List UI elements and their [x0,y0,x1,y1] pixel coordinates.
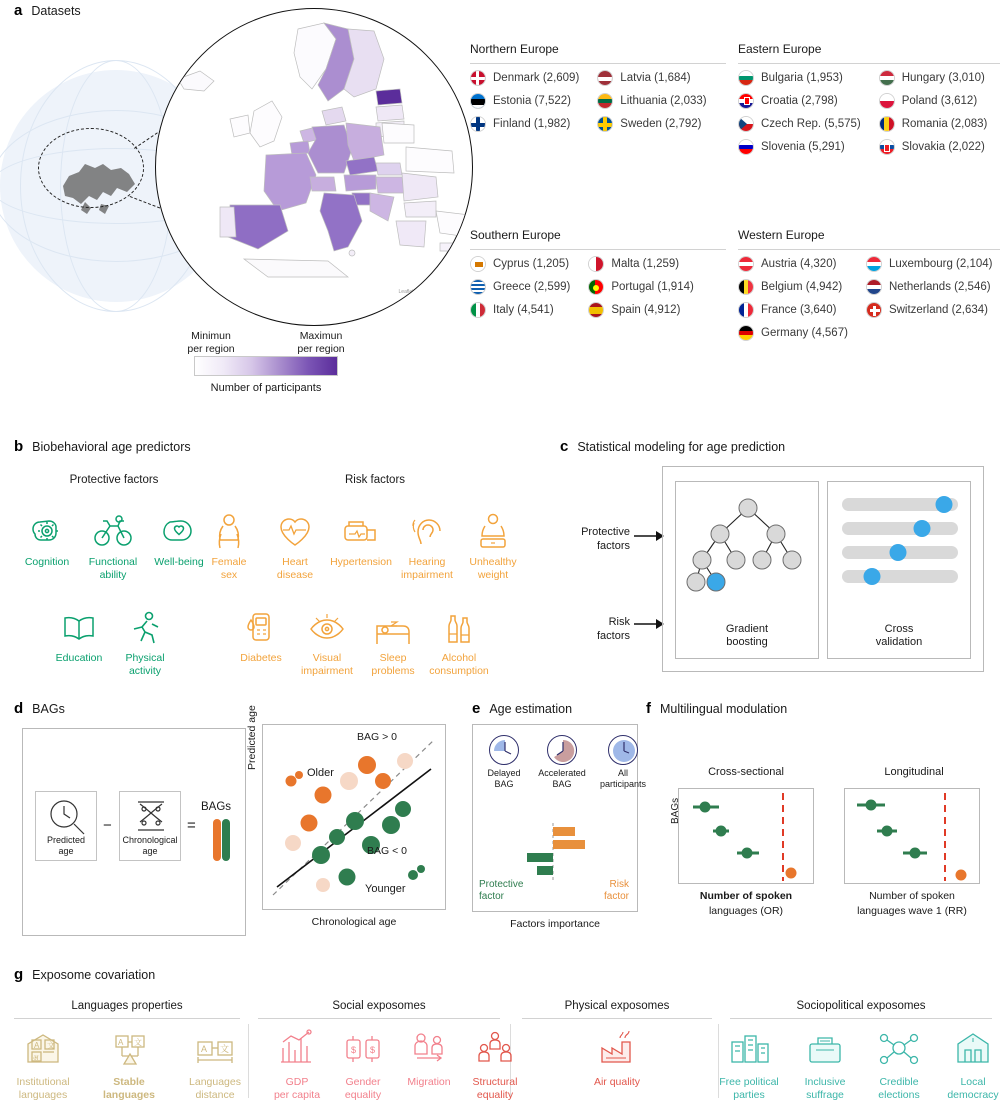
exposome-inclusive-suffrage: Inclusive suffrage [786,1024,864,1101]
panel-f-letter: f [646,700,651,717]
flag-greece-icon [470,279,486,295]
scatter-svg [263,725,447,911]
clock-icon [489,735,519,765]
panel-e-header [472,700,572,717]
flag-sweden-icon [597,116,613,132]
flag-malta-icon [588,256,604,272]
scatter-y-axis-label: Predicted age [246,705,258,770]
minus-operator: − [103,817,112,834]
cross-sectional-title: Cross-sectional [708,766,784,778]
protective-factors-header: Protective factors [69,474,159,486]
panel-d-title: BAGs [32,701,65,716]
local-democracy-icon [934,1024,1000,1072]
longitudinal-title: Longitudinal [884,766,944,778]
ear-icon [394,500,460,550]
flag-poland-icon [879,93,895,109]
risk-row-1 [196,500,526,581]
divider [470,249,726,250]
divider [738,63,1000,64]
legend-endpoints [176,330,356,356]
language-institution-icon [4,1024,82,1072]
panel-b-header [14,438,191,455]
clock-accelerated-bag: Accelerated BAG [537,735,587,790]
exposome-group-title-physical: Physical exposomes [564,1000,670,1012]
list-item: France (3,640) [738,302,848,318]
flag-france-icon [738,302,754,318]
list-item: Portugal (1,914) [588,279,693,295]
heart-pulse-icon [262,500,328,550]
divider [14,1018,240,1019]
list-item: Finland (1,982) [470,116,579,132]
clock-icon [608,735,638,765]
bags-bar-graphic [209,817,235,863]
flag-italy-icon [470,302,486,318]
region-title: Eastern Europe [738,42,822,56]
cross-sectional-plot [678,788,814,884]
protective-row-2 [46,596,178,677]
cross-validation-folds-graphic [828,482,972,612]
divider [522,1018,712,1019]
panel-c-letter: c [560,438,569,455]
list-item: Germany (4,567) [738,325,848,341]
predictor-physical-activity: Physical activity [112,596,178,677]
svg-text:अ: अ [33,1055,39,1062]
label-younger: Younger [365,883,406,895]
region-column [588,256,693,318]
list-item: Italy (4,541) [470,302,570,318]
clock-row [481,735,649,790]
bags-label: BAGs [201,801,232,813]
legend-max: Maximun per region [297,330,345,356]
list-item: Sweden (2,792) [597,116,706,132]
bed-icon [360,596,426,646]
flag-lithuania-icon [597,93,613,109]
exposome-structural-equality: Structural equality [456,1024,534,1101]
panel-a-title: Datasets [31,3,81,18]
flag-switzerland-icon [866,302,882,318]
risk-factors-header: Risk factors [344,474,406,486]
zoom-indicator-circle [38,128,144,208]
legend-protective-factor: Protective factor [479,879,524,902]
panel-b-predictors [0,438,556,688]
region-column [738,256,848,341]
flag-slovenia-icon [738,139,754,155]
exposome-institutional-languages: A 文 अ Institutional languages [4,1024,82,1101]
panel-a-header [14,2,81,19]
flag-romania-icon [879,116,895,132]
panel-d-header [14,700,65,717]
region-group-southern-europe [470,228,726,318]
flag-luxembourg-icon [866,256,882,272]
panel-e-title: Age estimation [489,701,573,716]
list-item: Estonia (7,522) [470,93,579,109]
region-column [597,70,706,132]
panel-e-caption: Factors importance [510,918,600,930]
svg-text:A: A [34,1041,40,1050]
exposome-gdp-per-capita: GDP per capita [258,1024,336,1101]
panel-f-header [646,700,787,717]
label-risk-factors: Risk factors [596,616,630,642]
book-icon [46,596,112,646]
female-icon [196,500,262,550]
flag-latvia-icon [597,70,613,86]
cross-validation-caption: Cross validation [875,622,923,649]
legend-risk-factor: Risk factor [603,879,629,902]
list-item: Spain (4,912) [588,302,693,318]
exposome-stable-languages: A 文 Stable languages [90,1024,168,1101]
list-item: Cyprus (1,205) [470,256,570,272]
cross-validation-box [827,481,971,659]
legend-colorbar [194,356,338,376]
flag-belgium-icon [738,279,754,295]
panel-g-letter: g [14,966,24,983]
predictor-functional-ability: Functional ability [80,500,146,581]
factors-importance-bars [483,821,629,883]
predictor-hypertension: Hypertension [328,500,394,581]
flag-finland-icon [470,116,486,132]
legend-min: Minimun per region [187,330,235,356]
panel-d-letter: d [14,700,24,717]
label-bag-negative: BAG < 0 [367,845,407,857]
elections-network-icon [860,1024,938,1072]
predictor-heart-disease: Heart disease [262,500,328,581]
protective-row-1 [14,500,212,581]
forest-plot-left [679,789,815,885]
predictor-diabetes: Diabetes [228,596,294,677]
list-item: Luxembourg (2,104) [866,256,993,272]
list-item: Malta (1,259) [588,256,693,272]
exposome-languages-distance: A 文 Languages distance [176,1024,254,1101]
region-group-northern-europe [470,42,726,132]
map-svg [155,15,473,325]
dna-icon [120,792,182,840]
factory-icon [578,1024,656,1072]
bag-formula-box [22,728,246,936]
map-credit: Leaflet | © OpenStreetMap [398,289,458,295]
chronological-age-label: Chronological age [122,835,178,856]
gradient-boosting-caption: Gradient boosting [725,622,769,649]
svg-text:$: $ [351,1045,357,1055]
svg-text:A: A [201,1044,208,1054]
europe-choropleth-map [155,8,473,326]
panel-e-letter: e [472,700,481,717]
flag-germany-icon [738,325,754,341]
panel-b-letter: b [14,438,24,455]
flag-netherlands-icon [866,279,882,295]
f-right-caption-line2: languages wave 1 (RR) [857,905,967,917]
list-item: Romania (2,083) [879,116,988,132]
panel-g-header [14,966,155,983]
svg-text:文: 文 [47,1041,55,1050]
exposome-group-title-sociopolitical: Sociopolitical exposomes [796,1000,926,1012]
eye-icon [294,596,360,646]
exposome-air-quality: Air quality [578,1024,656,1089]
panel-b-title: Biobehavioral age predictors [32,439,191,454]
flag-cyprus-icon [470,256,486,272]
chronological-age-card [119,791,181,861]
region-column [738,70,861,155]
list-item: Denmark (2,609) [470,70,579,86]
panel-c-title: Statistical modeling for age prediction [577,439,786,454]
glucose-meter-icon [228,596,294,646]
forest-plot-right [845,789,981,885]
f-left-y-axis-label: BAGs [670,797,681,824]
flag-bulgaria-icon [738,70,754,86]
exposome-credible-elections: Credible elections [860,1024,938,1101]
region-group-western-europe [738,228,1000,341]
clock-icon [547,735,577,765]
predictor-cognition: Cognition [14,500,80,581]
panel-a-letter: a [14,2,23,19]
exposome-group-title-languages: Languages properties [71,1000,183,1012]
label-bag-positive: BAG > 0 [357,731,397,743]
risk-row-2 [228,596,492,677]
predictor-female-sex: Female sex [196,500,262,581]
exposome-free-political-parties: Free political parties [710,1024,788,1101]
predictor-hearing-impairment: Hearing impairment [394,500,460,581]
language-stable-icon [90,1024,168,1072]
panel-g-exposome [0,966,1000,1106]
panel-d-bags [0,700,468,960]
exposome-group-title-social: Social exposomes [332,1000,426,1012]
list-item: Slovenia (5,291) [738,139,861,155]
predictor-education: Education [46,596,112,677]
list-item: Czech Rep. (5,575) [738,116,861,132]
f-left-caption-line2: languages (OR) [708,905,784,917]
panel-f-title: Multilingual modulation [660,701,788,716]
predictor-visual-impairment: Visual impairment [294,596,360,677]
flag-spain-icon [588,302,604,318]
svg-text:A: A [118,1038,124,1047]
region-column [470,256,570,318]
list-item: Greece (2,599) [470,279,570,295]
predictor-unhealthy-weight: Unhealthy weight [460,500,526,581]
list-item: Lithuania (2,033) [597,93,706,109]
flag-denmark-icon [470,70,486,86]
predicted-age-card [35,791,97,861]
svg-text:$: $ [370,1045,376,1055]
decision-tree-graphic [676,482,820,612]
divider [730,1018,992,1019]
flag-slovakia-icon [879,139,895,155]
flag-czech-republic-icon [738,116,754,132]
f-right-caption-line1: Number of spoken [869,890,955,902]
region-title: Western Europe [738,228,825,242]
bicycle-icon [80,500,146,550]
f-left-caption-line1: Number of spoken [699,890,793,902]
clock-all-participants: All participants [597,735,649,790]
blood-pressure-icon [328,500,394,550]
region-column [470,70,579,132]
label-older: Older [307,767,334,779]
divider [470,63,726,64]
magnifier-clock-icon [36,792,98,840]
bag-scatter-plot [262,724,446,910]
region-title: Southern Europe [470,228,561,242]
region-column [879,70,988,155]
list-item: Bulgaria (1,953) [738,70,861,86]
equals-operator: = [187,817,196,834]
bottles-icon [426,596,492,646]
list-item: Croatia (2,798) [738,93,861,109]
flag-portugal-icon [588,279,604,295]
svg-text:文: 文 [134,1038,142,1047]
region-title: Northern Europe [470,42,559,56]
exposome-migration: Migration [390,1024,468,1089]
list-item: Netherlands (2,546) [866,279,993,295]
panel-e-age-estimation [468,700,647,960]
panel-c-modeling [556,438,1000,688]
arrows-to-model [632,524,666,644]
panel-a-datasets [0,0,1000,420]
panel-g-title: Exposome covariation [32,967,156,982]
language-distance-icon [176,1024,254,1072]
list-item: Austria (4,320) [738,256,848,272]
flag-estonia-icon [470,93,486,109]
list-item: Belgium (4,942) [738,279,848,295]
gradient-boosting-box [675,481,819,659]
svg-text:文: 文 [220,1044,230,1054]
predictor-well-being: Well-being [146,500,212,581]
predictor-alcohol-consumption: Alcohol consumption [426,596,492,677]
scatter-x-axis-label: Chronological age [311,916,397,928]
legend-caption: Number of participants [210,382,322,395]
region-column [866,256,993,341]
panel-c-header [560,438,785,455]
list-item: Poland (3,612) [879,93,988,109]
flag-hungary-icon [879,70,895,86]
map-legend [176,330,356,394]
structural-equality-icon [456,1024,534,1072]
model-outer-box [662,466,984,672]
ballot-box-icon [786,1024,864,1072]
label-protective-factors: Protective factors [581,526,630,552]
list-item: Slovakia (2,022) [879,139,988,155]
panel-f-multilingual [644,700,1000,960]
scale-person-icon [460,500,526,550]
divider [258,1018,500,1019]
list-item: Switzerland (2,634) [866,302,993,318]
list-item: Latvia (1,684) [597,70,706,86]
longitudinal-plot [844,788,980,884]
exposome-gender-equality: $ $ Gender equality [324,1024,402,1101]
runner-icon [112,596,178,646]
brain-gear-icon [14,500,80,550]
divider [738,249,1000,250]
factors-importance-box [472,724,647,912]
predictor-sleep-problems: Sleep problems [360,596,426,677]
list-item: Hungary (3,010) [879,70,988,86]
clock-delayed-bag: Delayed BAG [481,735,527,790]
exposome-local-democracy: Local democracy [934,1024,1000,1101]
political-parties-icon [710,1024,788,1072]
flag-austria-icon [738,256,754,272]
predicted-age-label: Predicted age [46,835,86,856]
region-group-eastern-europe [738,42,1000,155]
flag-croatia-icon [738,93,754,109]
